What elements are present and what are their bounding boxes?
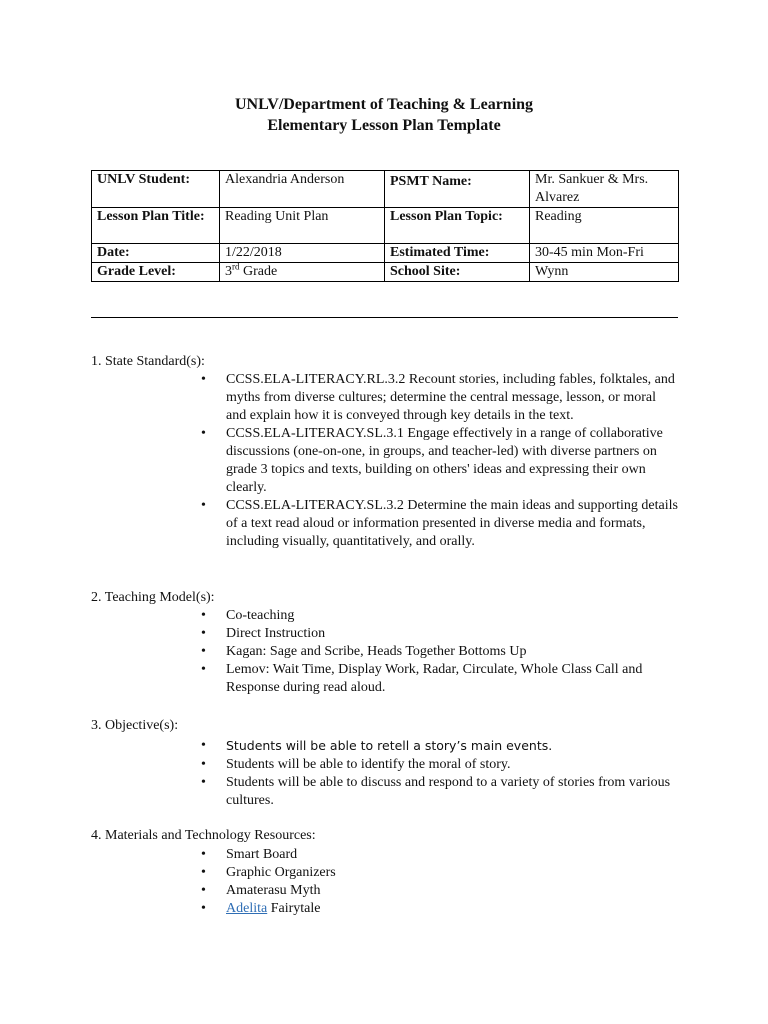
bullet-icon: • xyxy=(201,626,206,641)
value-psmt-name: Mr. Sankuer & Mrs. Alvarez xyxy=(530,171,679,208)
document-subtitle: Elementary Lesson Plan Template xyxy=(267,117,501,134)
bullet-icon: • xyxy=(201,865,206,880)
value-lesson-plan-title: Reading Unit Plan xyxy=(220,208,385,244)
objectives-list xyxy=(201,737,678,810)
bullet-icon: • xyxy=(201,901,206,916)
list-item xyxy=(201,774,678,810)
standards-list xyxy=(201,371,678,551)
list-item xyxy=(201,425,678,497)
table-row xyxy=(92,244,679,263)
list-item xyxy=(201,864,678,882)
adelita-link[interactable]: Adelita xyxy=(226,901,268,916)
table-row xyxy=(92,171,679,208)
bullet-icon: • xyxy=(201,662,206,677)
list-item-text: Students will be able to retell a story’s main events. xyxy=(226,738,553,753)
list-item xyxy=(201,756,678,774)
list-item xyxy=(201,900,678,918)
value-grade-level xyxy=(220,263,385,282)
value-date: 1/22/2018 xyxy=(220,244,385,263)
list-item xyxy=(201,661,678,697)
grade-number: 3 xyxy=(225,264,232,279)
bullet-icon: • xyxy=(201,372,206,387)
list-item xyxy=(201,625,678,643)
list-item-text: Kagan: Sage and Scribe, Heads Together Bottoms Up xyxy=(226,644,527,659)
label-lesson-plan-title: Lesson Plan Title: xyxy=(92,208,220,244)
label-date: Date: xyxy=(92,244,220,263)
value-unlv-student: Alexandria Anderson xyxy=(220,171,385,208)
bullet-icon: • xyxy=(201,883,206,898)
list-item-text: CCSS.ELA-LITERACY.SL.3.2 Determine the main ideas and supporting details of a text read aloud or information presented in diverse media and formats, including visually, quantitatively, and orally. xyxy=(226,498,678,549)
value-school-site: Wynn xyxy=(530,263,679,282)
document-title: UNLV/Department of Teaching & Learning xyxy=(234,96,534,113)
bullet-icon: • xyxy=(201,847,206,862)
value-estimated-time: 30-45 min Mon-Fri xyxy=(530,244,679,263)
bullet-icon: • xyxy=(201,426,206,441)
label-school-site: School Site: xyxy=(385,263,530,282)
lesson-info-table xyxy=(91,170,679,282)
list-item-text: Graphic Organizers xyxy=(226,865,336,880)
section-heading: 4. Materials and Technology Resources: xyxy=(91,828,316,843)
label-lesson-plan-topic: Lesson Plan Topic: xyxy=(385,208,530,244)
list-item-text: Students will be able to discuss and respond to a variety of stories from various cultures. xyxy=(226,775,671,808)
grade-suffix: rd xyxy=(232,261,240,272)
label-unlv-student: UNLV Student: xyxy=(92,171,220,208)
list-item xyxy=(201,846,678,864)
horizontal-divider xyxy=(91,317,678,318)
list-item-text: Co-teaching xyxy=(226,608,295,623)
table-row xyxy=(92,208,679,244)
list-item-text: Smart Board xyxy=(226,847,298,862)
list-item xyxy=(201,643,678,661)
list-item xyxy=(201,607,678,625)
list-item xyxy=(201,737,678,756)
bullet-icon: • xyxy=(201,775,206,790)
bullet-icon: • xyxy=(201,644,206,659)
section-heading: 3. Objective(s): xyxy=(91,718,179,733)
list-item-text: CCSS.ELA-LITERACY.RL.3.2 Recount stories, including fables, folktales, and myths from diverse cultures; determine the central message, lesson, or moral and explain how it is conveyed through key details in the text. xyxy=(226,372,675,423)
list-item-text: Fairytale xyxy=(267,901,321,916)
section-heading: 2. Teaching Model(s): xyxy=(91,590,215,605)
list-item xyxy=(201,882,678,900)
list-item-text: Direct Instruction xyxy=(226,626,326,641)
bullet-icon: • xyxy=(201,498,206,513)
teaching-models-list xyxy=(201,607,678,697)
label-grade-level: Grade Level: xyxy=(92,263,220,282)
list-item-text: Lemov: Wait Time, Display Work, Radar, Circulate, Whole Class Call and Response during read aloud. xyxy=(226,662,643,695)
materials-list xyxy=(201,846,678,918)
section-objectives xyxy=(91,717,691,810)
section-teaching-models xyxy=(91,589,691,697)
section-materials xyxy=(91,827,691,918)
label-psmt-name: PSMT Name: xyxy=(385,171,530,208)
list-item-text: CCSS.ELA-LITERACY.SL.3.1 Engage effectively in a range of collaborative discussions (one-on-one, in groups, and teacher-led) with diverse partners on grade 3 topics and texts, building on others' ideas and expressing their own clearly. xyxy=(226,426,663,495)
list-item-text: Amaterasu Myth xyxy=(226,883,321,898)
value-lesson-plan-topic: Reading xyxy=(530,208,679,244)
section-heading: 1. State Standard(s): xyxy=(91,354,205,369)
bullet-icon: • xyxy=(201,738,206,753)
grade-word: Grade xyxy=(239,264,278,279)
table-row xyxy=(92,263,679,282)
list-item-text: Students will be able to identify the moral of story. xyxy=(226,757,511,772)
section-state-standards xyxy=(91,353,691,551)
label-estimated-time: Estimated Time: xyxy=(385,244,530,263)
list-item xyxy=(201,497,678,551)
bullet-icon: • xyxy=(201,608,206,623)
bullet-icon: • xyxy=(201,757,206,772)
list-item xyxy=(201,371,678,425)
